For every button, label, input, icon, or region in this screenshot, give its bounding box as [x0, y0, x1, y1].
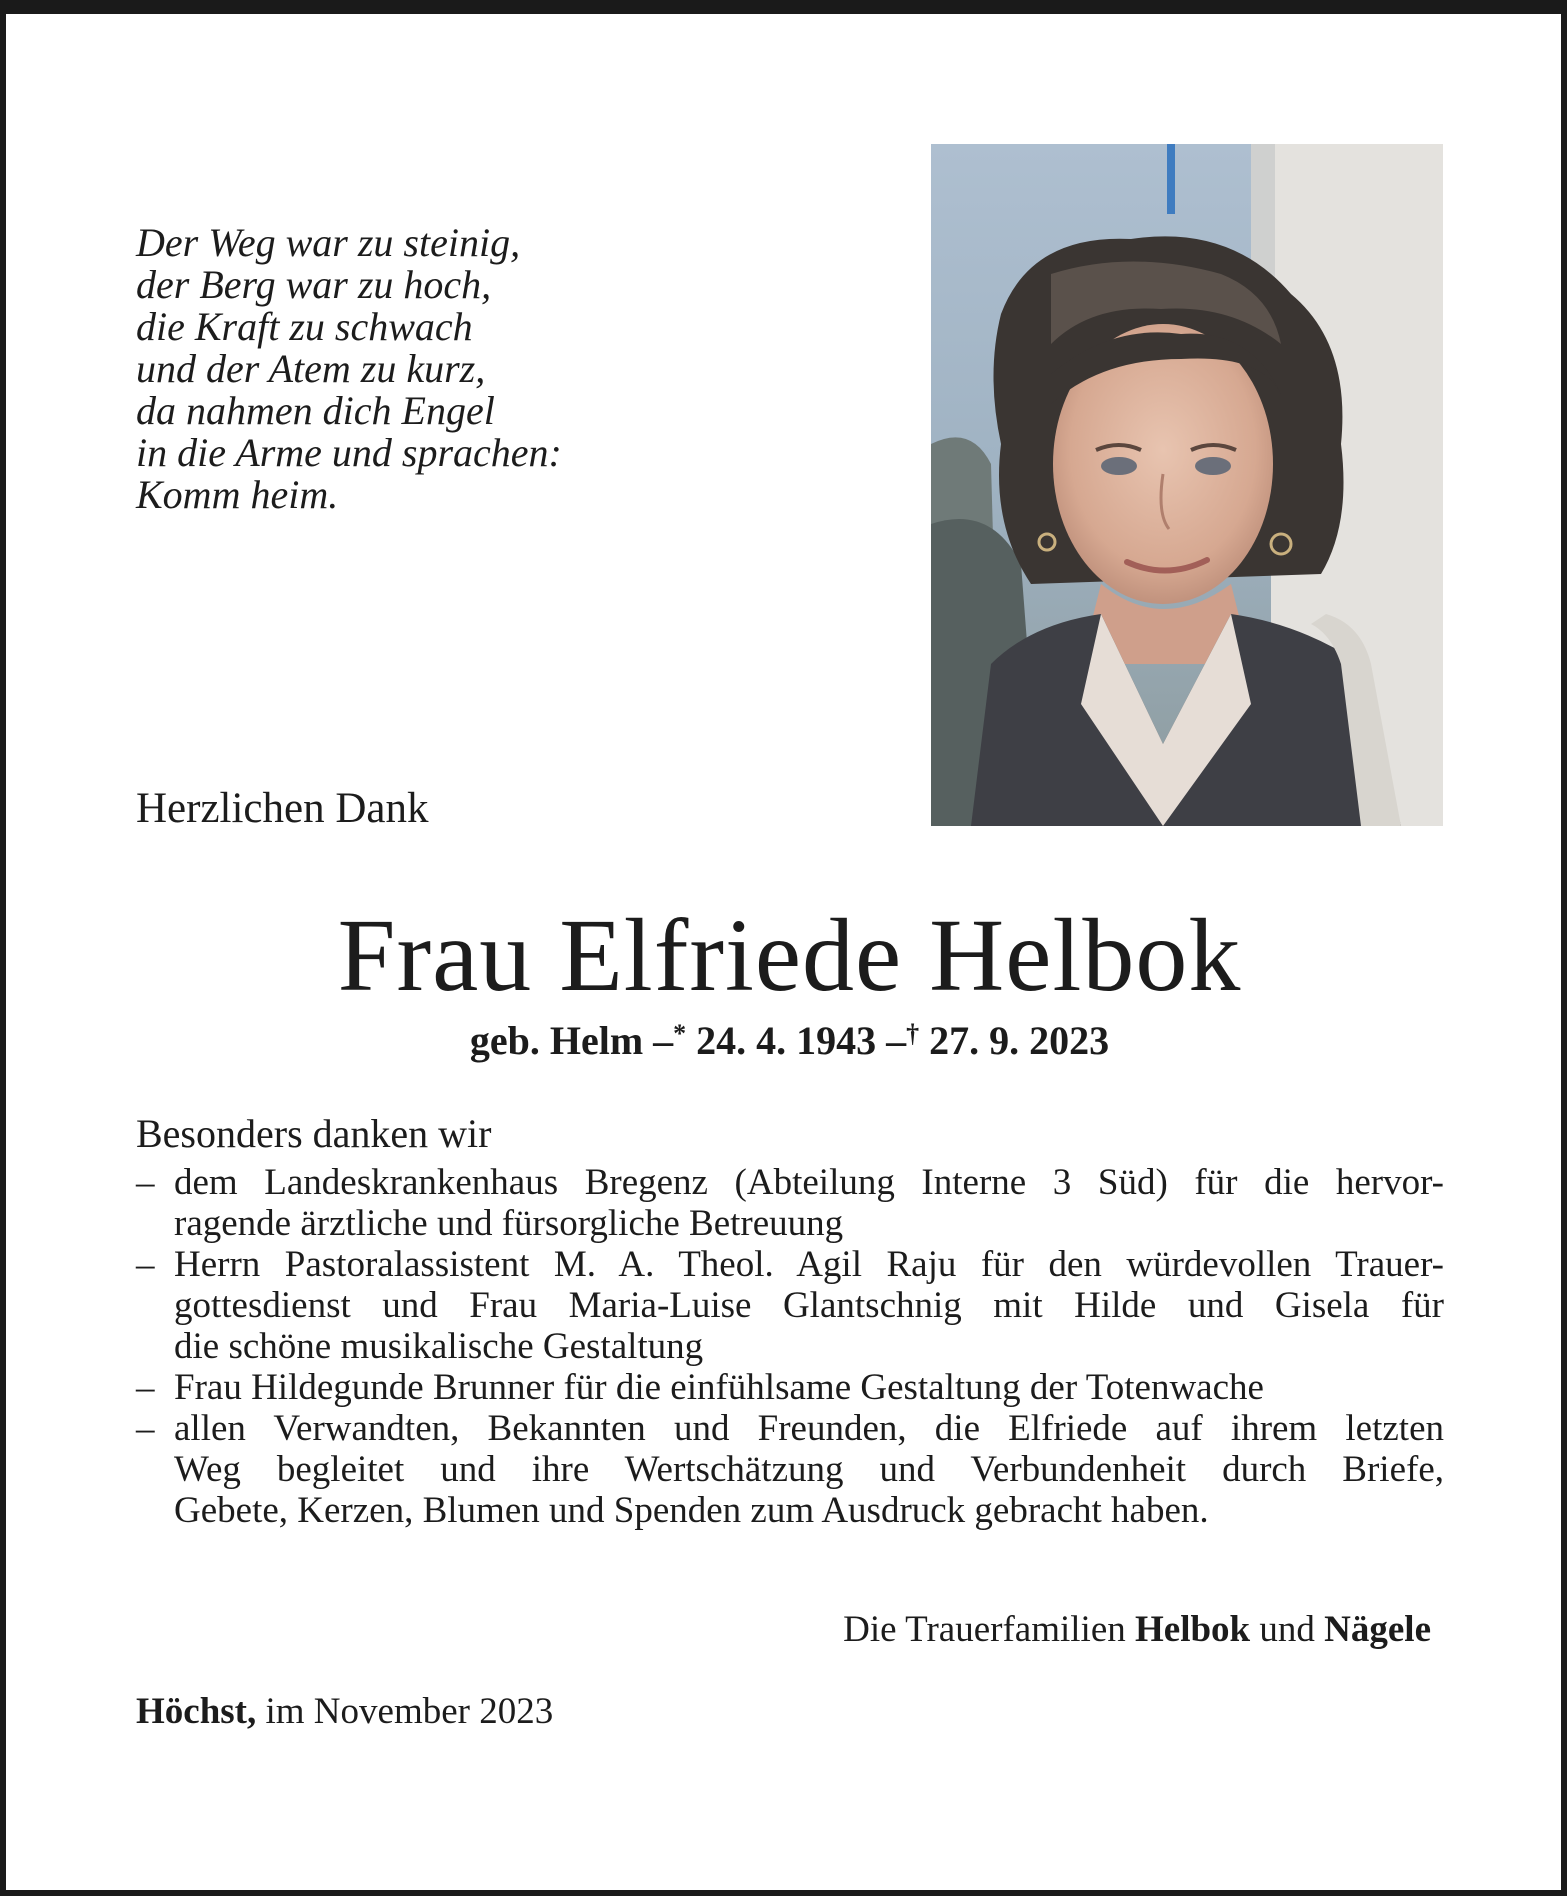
list-line: Gebete, Kerzen, Blumen und Spenden zum Ausdruck gebracht haben.: [174, 1490, 1209, 1531]
place-date: im November 2023: [265, 1691, 554, 1732]
list-dash: –: [136, 1408, 155, 1449]
portrait-illustration: [931, 144, 1443, 826]
poem-line: Der Weg war zu steinig,: [136, 220, 521, 265]
list-line: die schöne musikalische Gestaltung: [174, 1326, 704, 1367]
family-signoff: [843, 1608, 1431, 1651]
date-separator: –: [653, 1018, 674, 1063]
date-separator: –: [886, 1018, 907, 1063]
family-name-1: Helbok: [1135, 1609, 1251, 1650]
death-symbol: †: [906, 1019, 920, 1048]
list-dash: –: [136, 1367, 155, 1408]
poem-line: Komm heim.: [136, 472, 339, 517]
poem: [136, 222, 562, 516]
poem-line: die Kraft zu schwach: [136, 304, 473, 349]
list-line: Frau Hildegunde Brunner für die einfühlsame Gestaltung der Totenwache: [174, 1367, 1264, 1408]
signoff-conjunction: und: [1259, 1609, 1315, 1650]
list-dash: –: [136, 1162, 155, 1203]
list-item: [136, 1244, 1444, 1367]
birth-date: 24. 4. 1943: [696, 1018, 877, 1063]
death-date: 27. 9. 2023: [929, 1018, 1110, 1063]
thanks-heading: Herzlichen Dank: [136, 785, 429, 832]
list-item: [136, 1162, 1444, 1244]
life-dates: [6, 1017, 1567, 1064]
list-item: [136, 1367, 1444, 1408]
poem-line: der Berg war zu hoch,: [136, 262, 492, 307]
list-line: ragende ärztliche und fürsorgliche Betreuung: [174, 1203, 844, 1244]
portrait-photo: [931, 144, 1443, 826]
list-line: Herrn Pastoralassistent M. A. Theol. Agil Raju für den würdevollen Trauer-: [174, 1244, 1444, 1285]
list-line: gottesdienst und Frau Maria-Luise Glantschnig mit Hilde und Gisela für: [174, 1285, 1444, 1326]
list-item: [136, 1408, 1444, 1531]
thanks-list: [136, 1162, 1444, 1531]
poem-line: und der Atem zu kurz,: [136, 346, 486, 391]
family-name-2: Nägele: [1324, 1609, 1431, 1650]
deceased-name: Frau Elfriede Helbok: [337, 898, 1242, 1013]
birth-name: geb. Helm: [469, 1018, 644, 1063]
poem-line: da nahmen dich Engel: [136, 388, 495, 433]
list-line: Weg begleitet und ihre Wertschätzung und Verbundenheit durch Briefe,: [174, 1449, 1444, 1490]
list-dash: –: [136, 1244, 155, 1285]
thanks-intro: Besonders danken wir: [136, 1111, 492, 1156]
poem-line: in die Arme und sprachen:: [136, 430, 562, 475]
list-line: allen Verwandten, Bekannten und Freunden, die Elfriede auf ihrem letzten: [174, 1408, 1444, 1449]
signoff-prefix: Die Trauerfamilien: [843, 1609, 1126, 1650]
place-and-date: [136, 1690, 553, 1733]
place-town: Höchst,: [136, 1691, 257, 1732]
list-line: dem Landeskrankenhaus Bregenz (Abteilung Interne 3 Süd) für die hervor-: [174, 1162, 1444, 1203]
birth-symbol: *: [673, 1019, 687, 1048]
